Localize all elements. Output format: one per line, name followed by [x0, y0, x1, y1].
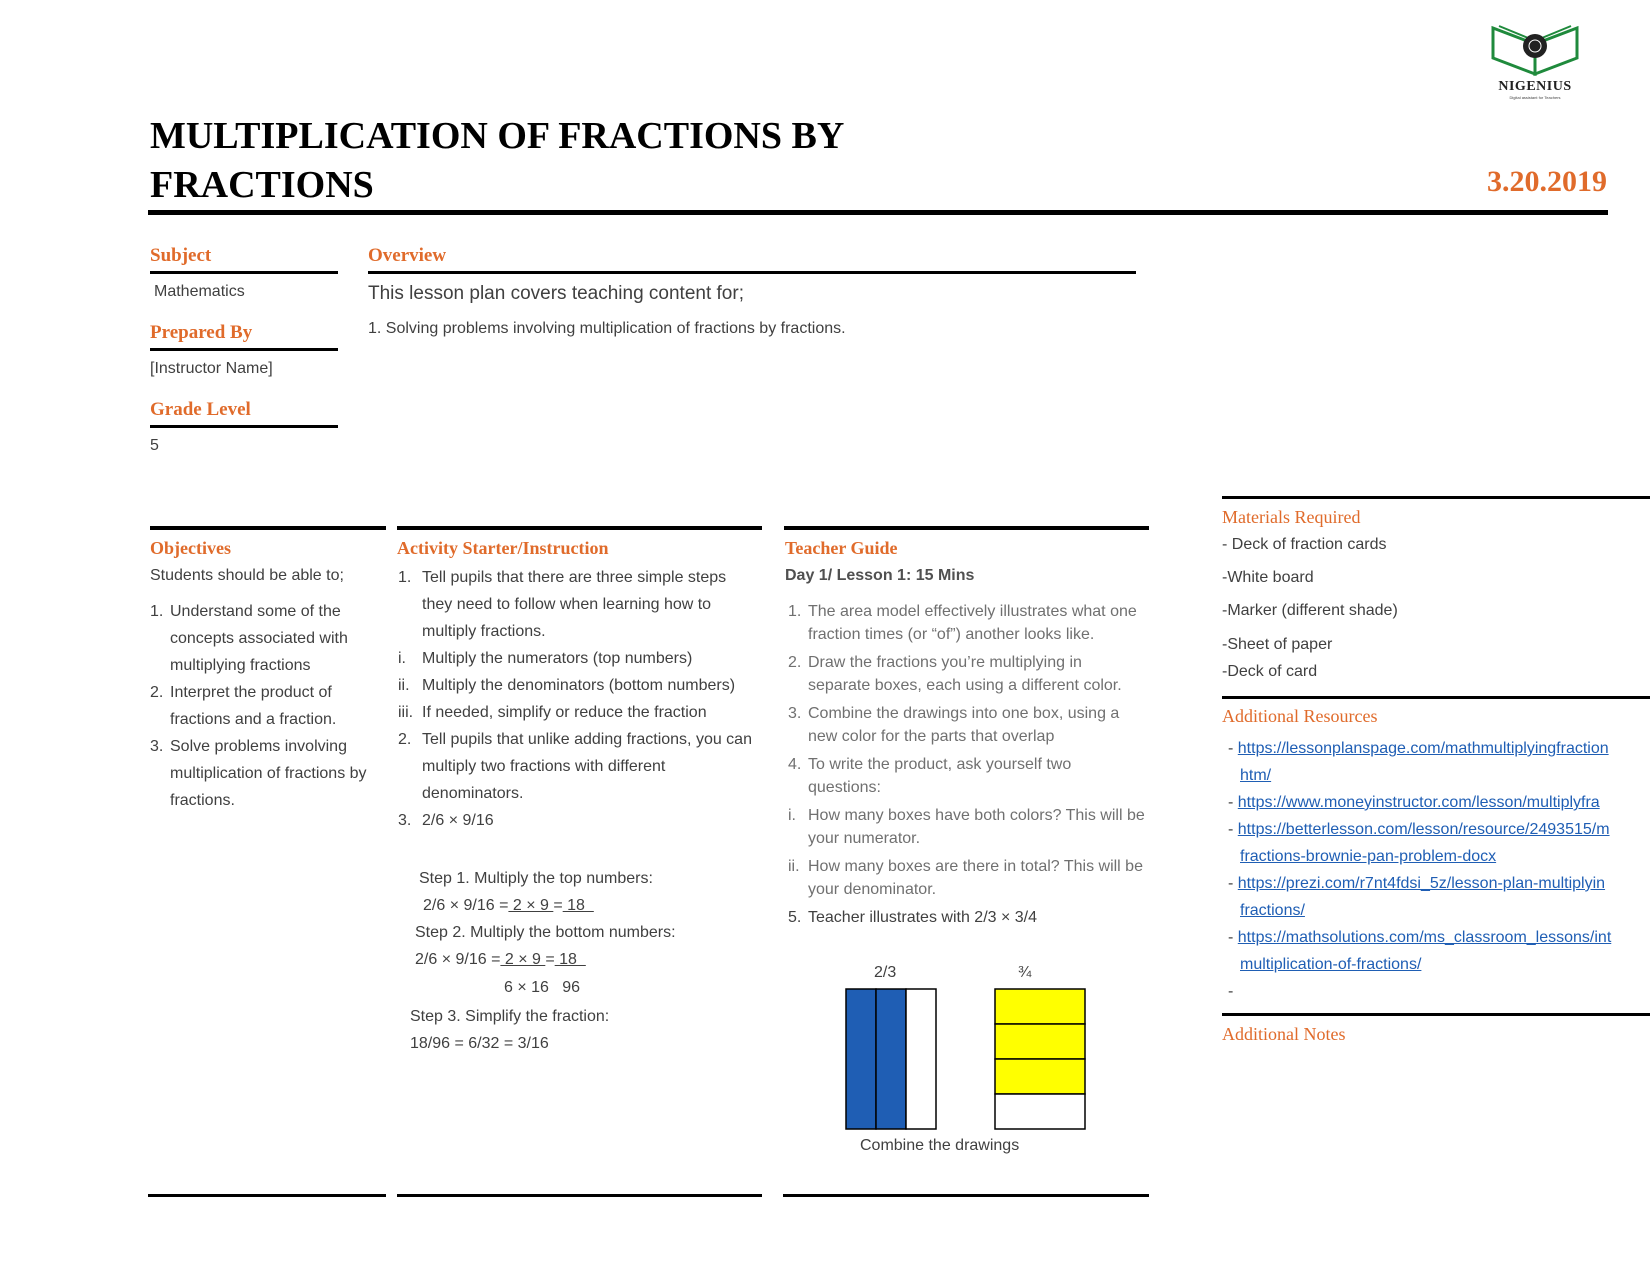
lesson-date: 3.20.2019 — [1487, 165, 1607, 198]
list-item: 2. Tell pupils that unlike adding fractions, you can multiply two fractions with different denominators. — [398, 731, 752, 802]
list-item: 1. Understand some of the concepts associated with multiplying fractions — [150, 603, 348, 674]
list-item: -Marker (different shade) — [1222, 602, 1398, 619]
objectives-top-rule — [150, 526, 386, 530]
fig-a-strip — [906, 989, 936, 1129]
subject-label: Subject — [150, 245, 212, 266]
notes-top-rule — [1222, 1013, 1650, 1016]
activity-label: Activity Starter/Instruction — [397, 538, 609, 558]
book-logo-icon — [1485, 22, 1585, 78]
resources-label: Additional Resources — [1222, 706, 1378, 726]
logo-name: NIGENIUS — [1498, 79, 1572, 94]
resource-link-2[interactable]: https://www.moneyinstructor.com/lesson/multiplyfra — [1237, 794, 1600, 811]
list-item: 2. Draw the fractions you’re multiplying in separate boxes, each using a different color. — [788, 654, 1122, 694]
activity-bottom-rule — [397, 1194, 762, 1197]
overview-item — [368, 320, 846, 338]
list-item: 3. Solve problems involving multiplication of fractions by fractions. — [150, 738, 367, 809]
page-title — [150, 112, 844, 210]
title-line-1: MULTIPLICATION OF FRACTIONS BY — [150, 115, 845, 157]
list-item: -Deck of card — [1222, 663, 1318, 680]
resources-list — [1228, 735, 1650, 1005]
materials-label: Materials Required — [1222, 507, 1361, 527]
logo — [1480, 22, 1590, 102]
list-item: 4. To write the product, ask yourself two questions: — [788, 756, 1072, 796]
resource-link-5[interactable]: https://mathsolutions.com/ms_classroom_lessons/int — [1237, 929, 1612, 946]
grade-level-rule — [150, 425, 338, 428]
activity-list — [398, 564, 760, 834]
resource-link-4-cont[interactable]: fractions/ — [1240, 902, 1305, 919]
materials-list — [1222, 536, 1398, 681]
fig-b-strip — [995, 1024, 1085, 1059]
objectives-label: Objectives — [150, 538, 231, 558]
step1-expression: 2/6 × 9/16 = 2 × 9 = 18 — [423, 897, 594, 914]
grade-level-label: Grade Level — [150, 399, 251, 420]
fig-a-strip — [876, 989, 906, 1129]
list-item: iii. If needed, simplify or reduce the fraction — [398, 704, 707, 721]
area-model-figure — [845, 988, 1090, 1130]
list-item: - https://www.moneyinstructor.com/lesson/multiplyfra — [1228, 794, 1600, 811]
teacher-guide-list — [788, 600, 1146, 929]
grade-level-value: 5 — [150, 437, 159, 454]
list-item: 5. Teacher illustrates with 2/3 × 3/4 — [788, 909, 1038, 926]
prepared-by-value: [Instructor Name] — [150, 360, 273, 377]
fig-label-b: ¾ — [1018, 964, 1032, 981]
resource-link-4[interactable]: https://prezi.com/r7nt4fdsi_5z/lesson-plan-multiplyin — [1237, 875, 1606, 892]
resource-link-1-cont[interactable]: htm/ — [1240, 767, 1272, 784]
list-item: 3. 2/6 × 9/16 — [398, 812, 494, 829]
overview-item-number: 1. — [368, 320, 382, 337]
list-item: -White board — [1222, 569, 1314, 586]
overview-intro: This lesson plan covers teaching content for; — [368, 283, 744, 304]
list-item: -Sheet of paper — [1222, 636, 1333, 653]
step2-label: Step 2. Multiply the bottom numbers: — [415, 924, 676, 941]
list-item: i. How many boxes have both colors? This will be your numerator. — [788, 807, 1145, 847]
teacher-guide-day: Day 1/ Lesson 1: 15 Mins — [785, 567, 975, 584]
list-item: - https://prezi.com/r7nt4fdsi_5z/lesson-plan-multiplyin fractions/ — [1228, 875, 1606, 919]
resource-link-5-cont[interactable]: multiplication-of-fractions/ — [1240, 956, 1422, 973]
list-item: - — [1228, 983, 1234, 1000]
notes-label: Additional Notes — [1222, 1024, 1346, 1044]
list-item: - https://betterlesson.com/lesson/resource/2493515/m fractions-brownie-pan-problem-docx — [1228, 821, 1610, 865]
prepared-by-rule — [150, 348, 338, 351]
overview-rule — [368, 271, 1136, 274]
fig-a-strip — [846, 989, 876, 1129]
title-line-2: FRACTIONS — [150, 164, 374, 206]
objectives-bottom-rule — [148, 1194, 386, 1197]
prepared-by-label: Prepared By — [150, 322, 253, 343]
title-rule — [148, 210, 1608, 215]
fig-b-strip — [995, 1094, 1085, 1129]
fig-b-strip — [995, 989, 1085, 1024]
list-item: - Deck of fraction cards — [1222, 536, 1387, 553]
activity-top-rule — [397, 526, 762, 530]
logo-tagline: Digital assistant for Teachers — [1509, 95, 1561, 100]
resource-link-3[interactable]: https://betterlesson.com/lesson/resource/2493515/m — [1237, 821, 1610, 838]
list-item: ii. How many boxes are there in total? This will be your denominator. — [788, 858, 1143, 898]
step2-expression: 2/6 × 9/16 = 2 × 9 = 18 — [415, 951, 586, 968]
list-item: ii. Multiply the denominators (bottom numbers) — [398, 677, 736, 694]
fig-b-strip — [995, 1059, 1085, 1094]
overview-item-text: Solving problems involving multiplication of fractions by fractions. — [385, 320, 846, 337]
subject-rule — [150, 271, 338, 274]
objectives-intro: Students should be able to; — [150, 567, 344, 584]
overview-label: Overview — [368, 245, 447, 266]
resources-top-rule — [1222, 696, 1650, 699]
list-item: 1. The area model effectively illustrates what one fraction times (or “of”) another looks like. — [788, 603, 1137, 643]
teacher-guide-top-rule — [784, 526, 1149, 530]
objectives-list — [150, 598, 372, 814]
resource-link-1[interactable]: https://lessonplanspage.com/mathmultiplyingfraction — [1237, 740, 1609, 757]
resource-link-3-cont[interactable]: fractions-brownie-pan-problem-docx — [1240, 848, 1497, 865]
list-item: 2. Interpret the product of fractions and a fraction. — [150, 684, 337, 728]
teacher-guide-bottom-rule — [783, 1194, 1149, 1197]
step3-label: Step 3. Simplify the fraction: — [410, 1008, 610, 1025]
subject-value: Mathematics — [154, 283, 245, 300]
list-item: - https://mathsolutions.com/ms_classroom_lessons/int multiplication-of-fractions/ — [1228, 929, 1612, 973]
teacher-guide-label: Teacher Guide — [785, 538, 898, 558]
list-item: - https://lessonplanspage.com/mathmultiplyingfraction htm/ — [1228, 740, 1609, 784]
step3-expression: 18/96 = 6/32 = 3/16 — [410, 1035, 549, 1052]
fig-label-a: 2/3 — [874, 964, 897, 981]
step2-denominator: 6 × 16 96 — [504, 979, 581, 996]
step1-label: Step 1. Multiply the top numbers: — [419, 870, 653, 887]
list-item: i. Multiply the numerators (top numbers) — [398, 650, 693, 667]
fig-caption: Combine the drawings — [860, 1137, 1020, 1154]
list-item: 3. Combine the drawings into one box, using a new color for the parts that overlap — [788, 705, 1120, 745]
materials-top-rule — [1222, 496, 1650, 499]
list-item: 1. Tell pupils that there are three simple steps they need to follow when learning how to multiply fractions. — [398, 569, 727, 640]
